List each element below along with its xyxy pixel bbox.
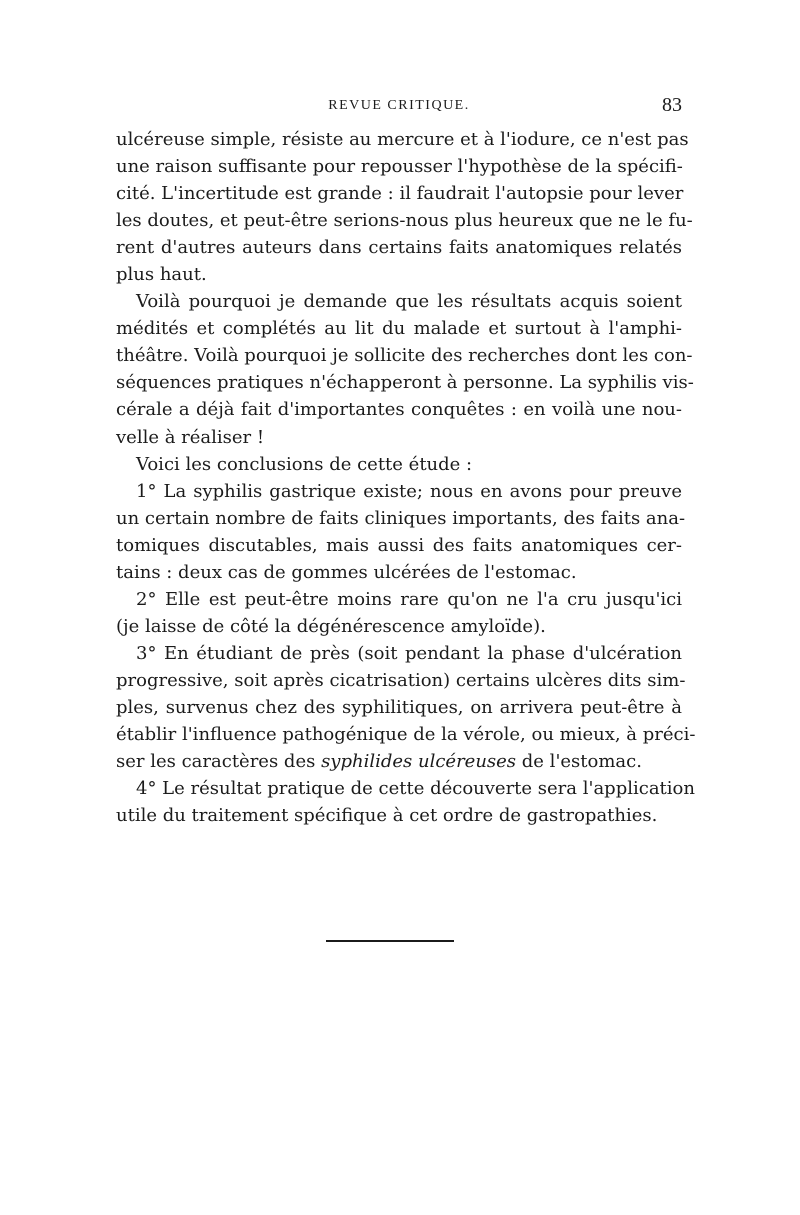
text-line: 2° Elle est peut-être moins rare qu'on ne l'a cru jusqu'ici <box>136 588 682 610</box>
text-line: rent d'autres auteurs dans certains faits anatomiques relatés <box>116 237 682 259</box>
text-line: progressive, soit après cicatrisation) certains ulcères dits sim- <box>116 669 686 691</box>
text-line: ples, survenus chez des syphilitiques, on arrivera peut-être à <box>116 696 682 718</box>
body-text <box>116 126 696 829</box>
end-rule <box>326 940 454 942</box>
text-line: plus haut. <box>116 264 207 286</box>
text-line: velle à réaliser ! <box>116 426 265 448</box>
text-line: utile du traitement spécifique à cet ordre de gastropathies. <box>116 805 658 827</box>
text-line: Voici les conclusions de cette étude : <box>136 453 473 475</box>
text-line: séquences pratiques n'échapperont à personne. La syphilis vis- <box>116 372 694 394</box>
text-line: 1° La syphilis gastrique existe; nous en avons pour preuve <box>136 480 682 502</box>
text-line <box>116 748 682 775</box>
text-line: 4° Le résultat pratique de cette découverte sera l'application <box>136 778 695 800</box>
text-line: 3° En étudiant de près (soit pendant la phase d'ulcération <box>136 642 682 664</box>
text-line: un certain nombre de faits cliniques importants, des faits ana- <box>116 507 686 529</box>
page-number: 83 <box>662 94 682 116</box>
text-line: médités et complétés au lit du malade et surtout à l'amphi- <box>116 318 682 340</box>
italic-term: syphilides ulcéreuses <box>321 751 517 773</box>
running-title: REVUE CRITIQUE. <box>328 98 470 113</box>
line-text-after: de l'estomac. <box>516 751 642 773</box>
running-head <box>116 94 682 120</box>
text-line: ulcéreuse simple, résiste au mercure et à l'iodure, ce n'est pas <box>116 129 689 150</box>
text-line: établir l'influence pathogénique de la vérole, ou mieux, à préci- <box>116 724 696 746</box>
text-line: cérale a déjà fait d'importantes conquêtes : en voilà une nou- <box>116 399 682 421</box>
text-line: tomiques discutables, mais aussi des faits anatomiques cer- <box>116 534 682 556</box>
text-line: tains : deux cas de gommes ulcérées de l'estomac. <box>116 561 577 583</box>
text-line: les doutes, et peut-être serions-nous plus heureux que ne le fu- <box>116 210 693 232</box>
text-line: cité. L'incertitude est grande : il faudrait l'autopsie pour lever <box>116 183 684 205</box>
text-line: une raison suffisante pour repousser l'hypothèse de la spécifi- <box>116 156 683 178</box>
text-line: (je laisse de côté la dégénérescence amyloïde). <box>116 615 546 637</box>
line-text-before: ser les caractères des <box>116 751 322 773</box>
text-line: Voilà pourquoi je demande que les résultats acquis soient <box>136 291 682 313</box>
text-line: théâtre. Voilà pourquoi je sollicite des recherches dont les con- <box>116 345 693 367</box>
